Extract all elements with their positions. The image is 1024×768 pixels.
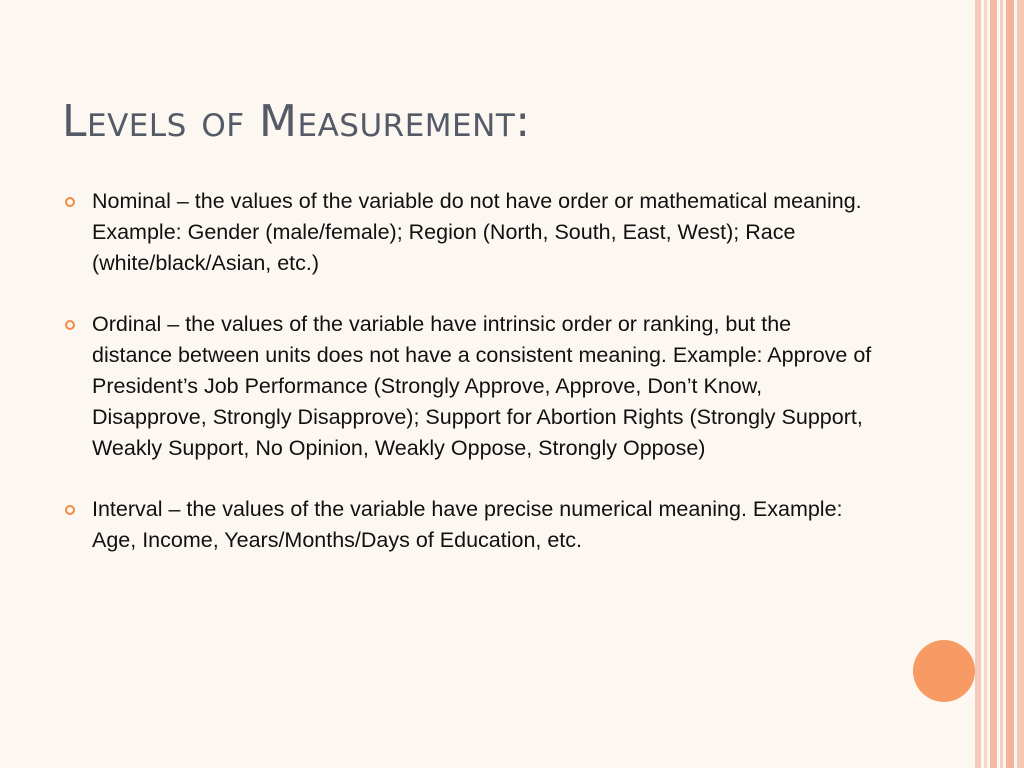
bullet-text: Ordinal – the values of the variable have intrinsic order or ranking, but the distance between units does not have a consistent meaning. Example: Approve of President’s Job Performance (Strongly Approve, Approve, Don’t Know, Disapprove, Strongly Disapprove); Support for Abortion Rights (Strongly Support, Weakly Support, No Opinion, Weakly Oppose, Strongly Oppose) [92,312,872,460]
bullet-list [62,186,872,586]
bullet-text: Nominal – the values of the variable do not have order or mathematical meaning. Example: Gender (male/female); Region (North, South, East, West); Race (white/black/Asian, etc.) [92,189,862,275]
bullet-item-interval [62,494,872,556]
bullet-text: Interval – the values of the variable have precise numerical meaning. Example: Age, Income, Years/Months/Days of Education, etc. [92,497,843,552]
circle-bullet-icon [65,505,75,515]
bullet-item-nominal [62,186,872,279]
slide-title: Levels of Measurement: [62,96,531,147]
decorative-stripe [975,0,981,768]
decorative-stripe [1017,0,1024,768]
decorative-orange-circle [913,640,975,702]
decorative-stripe [990,0,997,768]
decorative-stripe [984,0,987,768]
circle-bullet-icon [65,320,75,330]
bullet-item-ordinal [62,309,872,464]
circle-bullet-icon [65,197,75,207]
decorative-stripe [1000,0,1003,768]
decorative-stripe [1006,0,1014,768]
